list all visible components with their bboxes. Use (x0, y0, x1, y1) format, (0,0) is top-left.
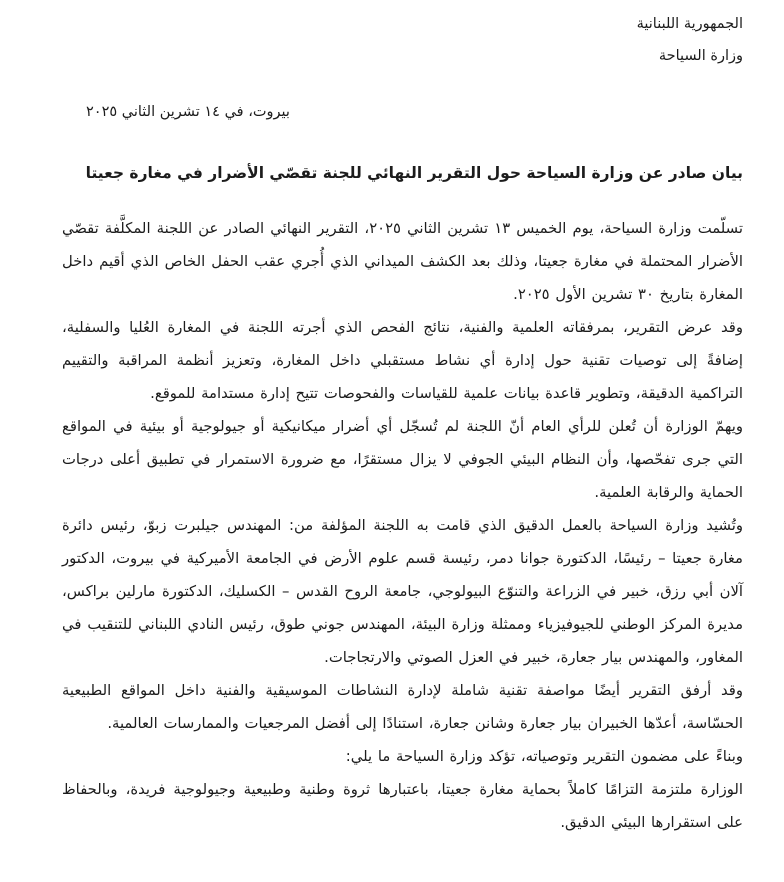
paragraph-receipt-of-report: تسلّمت وزارة السياحة، يوم الخميس ١٣ تشرين الثاني ٢٠٢٥، التقرير النهائي الصادر عن اللجنة المكلَّفة تقصّي الأضرار المحتملة في مغارة جعيتا، وذلك بعد الكشف الميداني الذي أُجري عقب الحفل الخاص الذي أقيم داخل المغارة بتاريخ ٣٠ تشرين الأول ٢٠٢٥. (62, 220, 743, 303)
statement-body (62, 212, 743, 839)
dateline: بيروت، في ١٤ تشرين الثاني ٢٠٢٥ (86, 104, 290, 120)
paragraph-no-damage-announcement: ويهمّ الوزارة أن تُعلن للرأي العام أنّ اللجنة لم تُسجّل أي أضرار ميكانيكية أو جيولوجية أو بيئية في المواقع التي جرى تفحّصها، وأن النظام البيئي الجوفي لا يزال مستقرًا، مع ضرورة الاستمرار في تطبيق أعلى درجات الحماية والرقابة العلمية. (62, 418, 743, 501)
letterhead-republic-line: الجمهورية اللبنانية (636, 16, 743, 32)
paragraph-ministry-affirms-intro: وبناءً على مضمون التقرير وتوصياته، تؤكد وزارة السياحة ما يلي: (345, 748, 743, 765)
statement-title: بيان صادر عن وزارة السياحة حول التقرير النهائي للجنة تقصّي الأضرار في مغارة جعيتا (85, 164, 743, 182)
paragraph-committee-members: وتُشيد وزارة السياحة بالعمل الدقيق الذي قامت به اللجنة المؤلفة من: المهندس جيلبرت زبوّ، رئيس دائرة مغارة جعيتا – رئيسًا، الدكتورة جوانا دمر، رئيسة قسم علوم الأرض في الجامعة الأميركية في بيروت، الدكتور آلان أبي رزق، خبير في الزراعة والتنوّع البيولوجي، جامعة الروح القدس – الكسليك، الدكتورة مارلين براكس، مديرة المركز الوطني للجيوفيزياء وممثلة وزارة البيئة، المهندس جوني طوق، رئيس النادي اللبناني للتنقيب في المغاور، والمهندس بيار جعارة، خبير في العزل الصوتي والارتجاجات. (62, 517, 743, 666)
paragraph-technical-specification: وقد أرفق التقرير أيضًا مواصفة تقنية شاملة لإدارة النشاطات الموسيقية والفنية داخل المواقع الطبيعية الحسّاسة، أعدّها الخبيران بيار جعارة وشانن جعارة، استنادًا إلى أفضل المرجعيات والممارسات العالمية. (62, 682, 743, 732)
letterhead (62, 8, 743, 72)
letterhead-ministry-line: وزارة السياحة (658, 48, 743, 64)
paragraph-report-contents: وقد عرض التقرير، بمرفقاته العلمية والفنية، نتائج الفحص الذي أجرته اللجنة في المغارة العُليا والسفلية، إضافةً إلى توصيات تقنية حول إدارة أي نشاط مستقبلي داخل المغارة، وتعزيز أنظمة المراقبة والتقييم التراكمية الدقيقة، وتطوير قاعدة بيانات علمية للقياسات والفحوصات تتيح إدارة مستدامة للموقع. (62, 319, 743, 402)
paragraph-commitment: الوزارة ملتزمة التزامًا كاملاً بحماية مغارة جعيتا، باعتبارها ثروة وطنية وطبيعية وجيولوجية فريدة، وبالحفاظ على استقرارها البيئي الدقيق. (62, 781, 743, 831)
